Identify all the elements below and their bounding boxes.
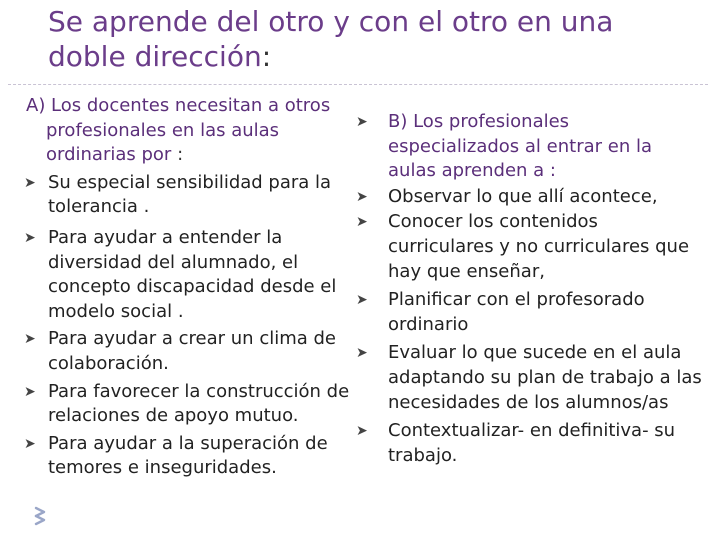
- list-item-text: Evaluar lo que sucede en el aula adaptando su plan de trabajo a las necesidades de los alumnos/as: [388, 342, 702, 413]
- arrow-bullet-icon: ➤: [24, 331, 36, 348]
- list-item-text: Para favorecer la construcción de relaciones de apoyo mutuo.: [48, 380, 350, 427]
- left-heading-text: A) Los docentes necesitan a otros profesionales en las aulas ordinarias por: [26, 95, 331, 166]
- arrow-bullet-icon: ➤: [24, 229, 36, 246]
- list-item: [26, 226, 361, 324]
- left-column: [26, 94, 361, 481]
- list-item: [26, 380, 361, 429]
- right-column: [356, 94, 702, 468]
- slide-title-text: Se aprende del otro y con el otro en una doble dirección: [48, 5, 614, 73]
- arrow-bullet-icon: ➤: [356, 188, 368, 205]
- list-item: [356, 185, 702, 210]
- title-divider: [8, 84, 708, 85]
- arrow-bullet-icon: ➤: [24, 383, 36, 400]
- list-item: [356, 341, 702, 415]
- list-item: [26, 327, 361, 376]
- arrow-bullet-icon: ➤: [24, 174, 36, 191]
- list-item: [26, 432, 361, 481]
- arrow-bullet-icon: ➤: [356, 114, 368, 130]
- slide-title-colon: :: [261, 40, 272, 73]
- list-item: [356, 419, 702, 468]
- right-column-heading: [356, 110, 702, 184]
- list-item: [356, 288, 702, 337]
- list-item: [26, 171, 361, 220]
- arrow-bullet-icon: ➤: [24, 435, 36, 452]
- list-item-text: Planificar con el profesorado ordinario: [388, 289, 645, 335]
- left-column-heading: [26, 94, 361, 168]
- list-item-text: Para ayudar a crear un clima de colaboración.: [48, 328, 336, 374]
- arrow-bullet-icon: ➤: [356, 345, 368, 362]
- left-heading-colon: :: [177, 144, 184, 166]
- list-item-text: Conocer los contenidos curriculares y no curriculares que hay que enseñar,: [388, 211, 690, 282]
- arrow-bullet-icon: ➤: [356, 423, 368, 440]
- list-item: [356, 210, 702, 284]
- list-item-text: Contextualizar- en definitiva- su trabajo.: [388, 420, 676, 466]
- slide-title: [48, 4, 708, 74]
- list-item-text: Su especial sensibilidad para la tolerancia .: [48, 171, 332, 218]
- list-item-text: Para ayudar a la superación de temores e inseguridades.: [48, 432, 328, 479]
- list-item-text: Para ayudar a entender la diversidad del alumnado, el concepto discapacidad desde el modelo social .: [48, 226, 337, 322]
- list-item-text: Observar lo que allí acontece,: [388, 185, 658, 207]
- right-heading-text: B) Los profesionales especializados al entrar en la aulas aprenden a :: [388, 111, 652, 182]
- arrow-bullet-icon: ➤: [356, 292, 368, 309]
- arrow-bullet-icon: ➤: [356, 214, 368, 231]
- double-chevron-icon: [34, 506, 48, 526]
